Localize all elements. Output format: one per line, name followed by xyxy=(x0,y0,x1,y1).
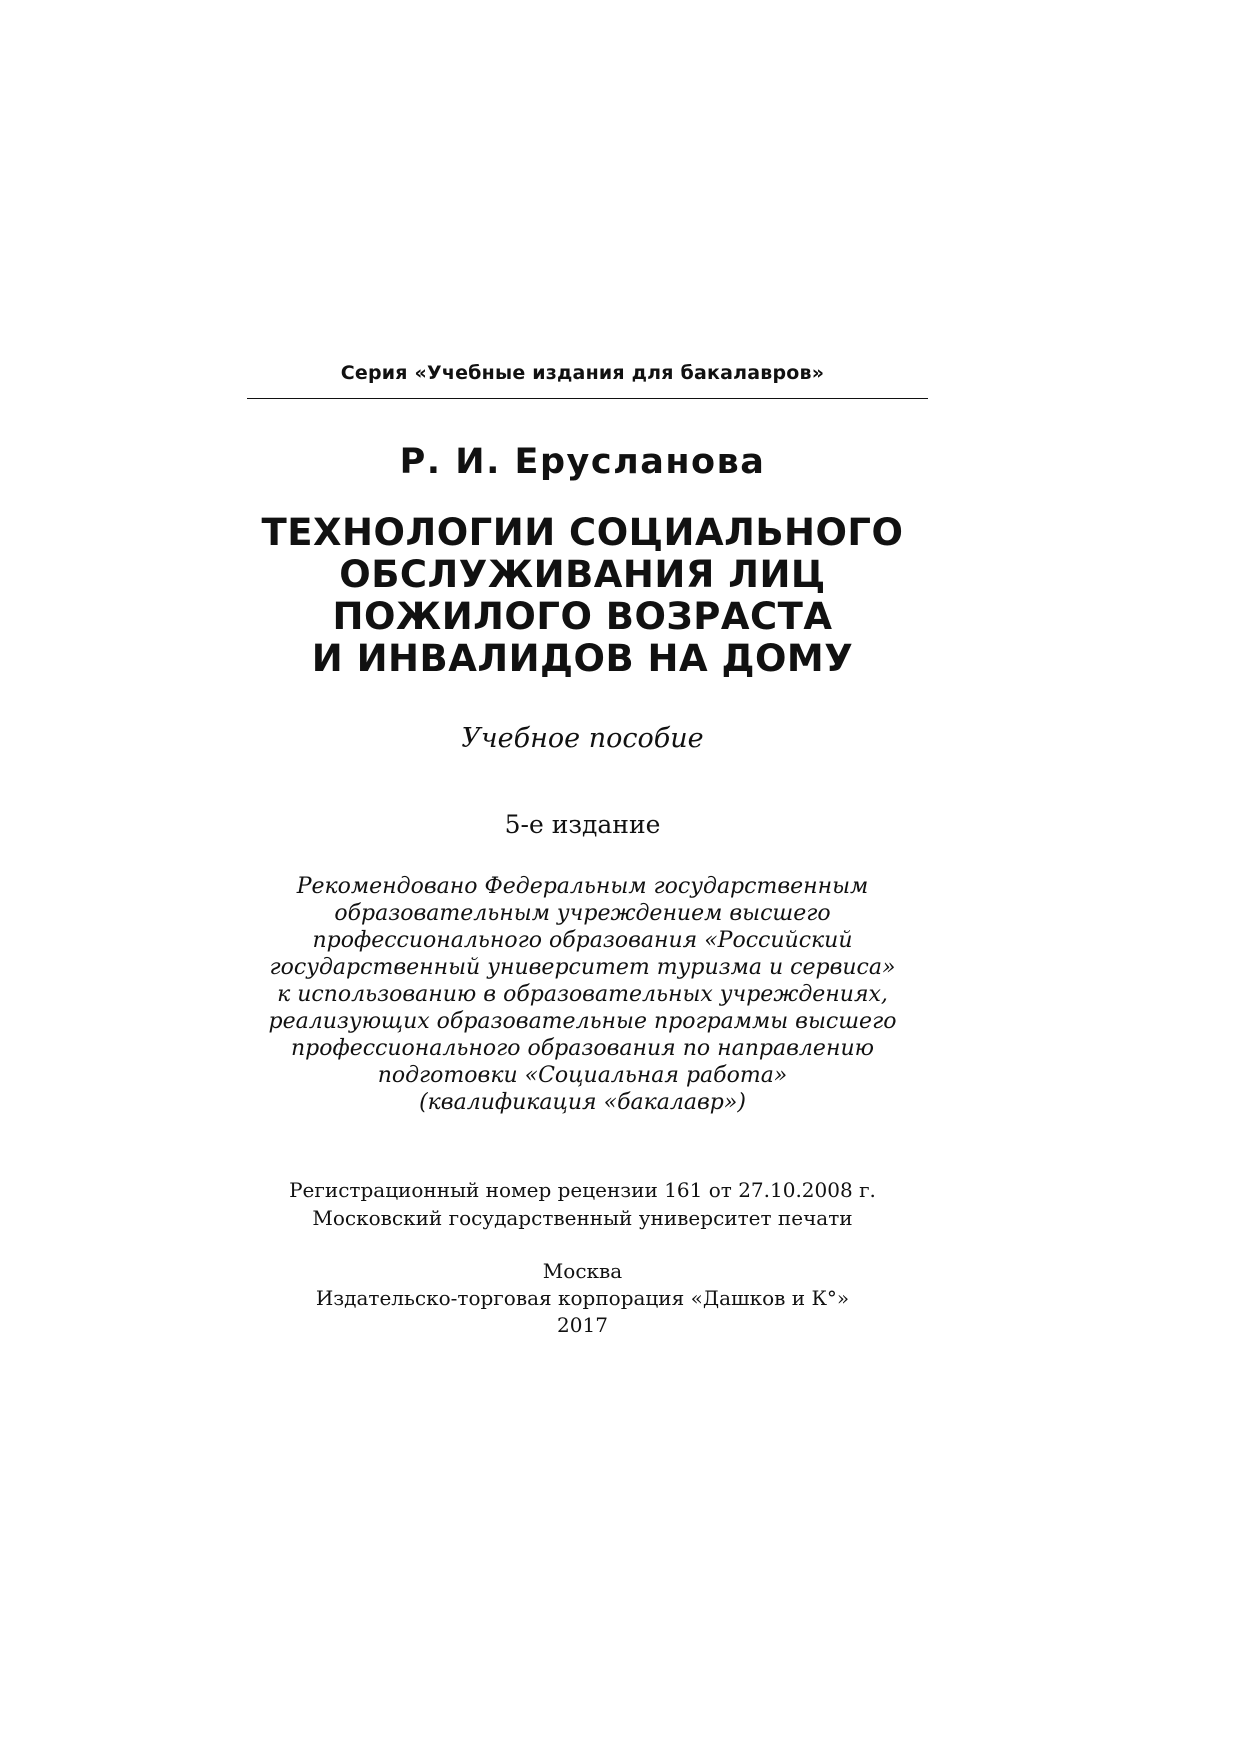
book-subtitle: Учебное пособие xyxy=(461,723,704,754)
title-line: ПОЖИЛОГО ВОЗРАСТА xyxy=(332,595,833,638)
series-divider xyxy=(247,398,928,399)
imprint-year: 2017 xyxy=(557,1313,608,1337)
registration-info xyxy=(0,1176,1165,1232)
publisher-imprint xyxy=(0,1258,1165,1339)
imprint-city: Москва xyxy=(542,1259,623,1283)
edition-label: 5-е издание xyxy=(504,810,661,839)
recommendation-line: образовательным учреждением высшего xyxy=(334,901,831,926)
title-line: ТЕХНОЛОГИИ СОЦИАЛЬНОГО xyxy=(261,511,904,554)
recommendation-line: профессионального образования по направлению xyxy=(291,1036,874,1061)
recommendation-line: государственный университет туризма и сервиса» xyxy=(269,955,896,980)
book-title xyxy=(0,512,1165,680)
recommendation-line: к использованию в образовательных учреждениях, xyxy=(277,982,888,1007)
title-line: ОБСЛУЖИВАНИЯ ЛИЦ xyxy=(339,553,826,596)
imprint-publisher: Издательско-торговая корпорация «Дашков и К°» xyxy=(315,1286,850,1310)
recommendation-line: (квалификация «бакалавр») xyxy=(419,1090,746,1115)
series-title: Серия «Учебные издания для бакалавров» xyxy=(340,362,825,384)
recommendation-note xyxy=(0,873,1165,1116)
author-name: Р. И. Ерусланова xyxy=(399,442,766,482)
recommendation-line: реализующих образовательные программы высшего xyxy=(268,1009,897,1034)
registration-line: Регистрационный номер рецензии 161 от 27.10.2008 г. xyxy=(289,1178,876,1202)
recommendation-line: профессионального образования «Российский xyxy=(312,928,853,953)
recommendation-line: подготовки «Социальная работа» xyxy=(377,1063,788,1088)
recommendation-line: Рекомендовано Федеральным государственным xyxy=(296,874,869,899)
title-line: И ИНВАЛИДОВ НА ДОМУ xyxy=(311,637,854,680)
registration-line: Московский государственный университет печати xyxy=(312,1206,853,1230)
